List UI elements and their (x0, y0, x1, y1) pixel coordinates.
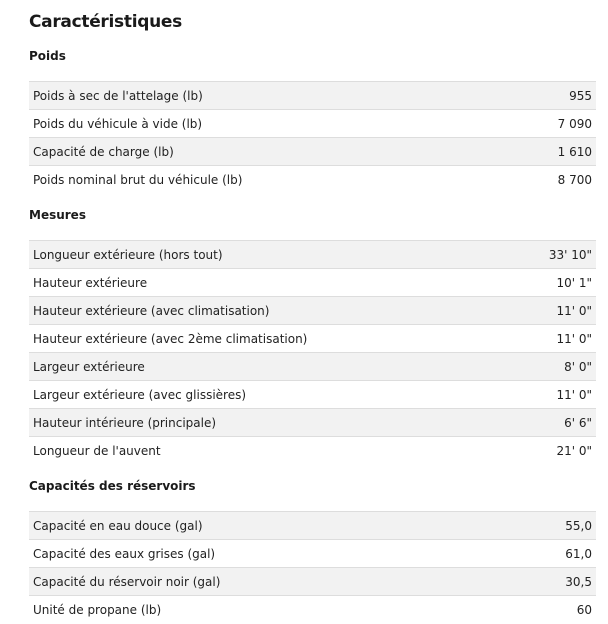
spec-value: 21' 0" (556, 444, 592, 458)
spec-row (29, 325, 596, 353)
spec-label: Hauteur extérieure (33, 275, 148, 290)
spec-label: Poids nominal brut du véhicule (lb) (33, 173, 243, 187)
spec-row (29, 409, 596, 437)
spec-row (29, 269, 596, 297)
spec-label: Capacité en eau douce (gal) (33, 518, 203, 533)
spec-row (29, 138, 596, 166)
spec-label: Largeur extérieure (33, 359, 145, 374)
page-title: Caractéristiques (29, 12, 182, 32)
spec-label: Hauteur extérieure (avec 2ème climatisation) (33, 331, 308, 346)
spec-table-mesures (29, 240, 596, 465)
spec-row (29, 110, 596, 138)
spec-label: Poids à sec de l'attelage (lb) (33, 88, 203, 103)
spec-label: Longueur de l'auvent (33, 444, 161, 458)
section-heading-reservoirs: Capacités des réservoirs (29, 479, 196, 493)
spec-label: Largeur extérieure (avec glissières) (33, 387, 247, 402)
spec-value: 1 610 (557, 144, 592, 159)
spec-value: 61,0 (565, 546, 592, 561)
spec-row (29, 166, 596, 194)
spec-row (29, 381, 596, 409)
spec-value: 60 (576, 603, 592, 617)
spec-label: Capacité de charge (lb) (33, 144, 174, 159)
spec-row (29, 540, 596, 568)
spec-label: Capacité du réservoir noir (gal) (33, 574, 221, 589)
spec-label: Hauteur intérieure (principale) (33, 415, 217, 430)
spec-row (29, 297, 596, 325)
section-heading-poids: Poids (29, 49, 66, 63)
spec-value: 55,0 (565, 518, 592, 533)
spec-row (29, 82, 596, 110)
spec-value: 11' 0" (556, 387, 592, 402)
section-heading-mesures: Mesures (29, 208, 86, 222)
spec-value: 30,5 (565, 574, 592, 589)
spec-row (29, 353, 596, 381)
spec-value: 10' 1" (556, 275, 592, 290)
spec-label: Capacité des eaux grises (gal) (33, 546, 216, 561)
spec-value: 11' 0" (556, 303, 592, 318)
spec-row (29, 241, 596, 269)
spec-table-reservoirs (29, 511, 596, 624)
spec-value: 11' 0" (556, 331, 592, 346)
spec-value: 7 090 (557, 116, 592, 131)
spec-value: 8 700 (557, 173, 592, 187)
spec-label: Unité de propane (lb) (33, 603, 162, 617)
spec-value: 6' 6" (564, 415, 592, 430)
spec-row (29, 437, 596, 465)
spec-row (29, 512, 596, 540)
spec-value: 33' 10" (548, 247, 592, 262)
spec-label: Poids du véhicule à vide (lb) (33, 116, 203, 131)
spec-row (29, 596, 596, 624)
spec-label: Hauteur extérieure (avec climatisation) (33, 303, 270, 318)
spec-label: Longueur extérieure (hors tout) (33, 247, 223, 262)
spec-value: 8' 0" (564, 359, 592, 374)
spec-table-poids (29, 81, 596, 194)
spec-value: 955 (569, 88, 592, 103)
spec-row (29, 568, 596, 596)
